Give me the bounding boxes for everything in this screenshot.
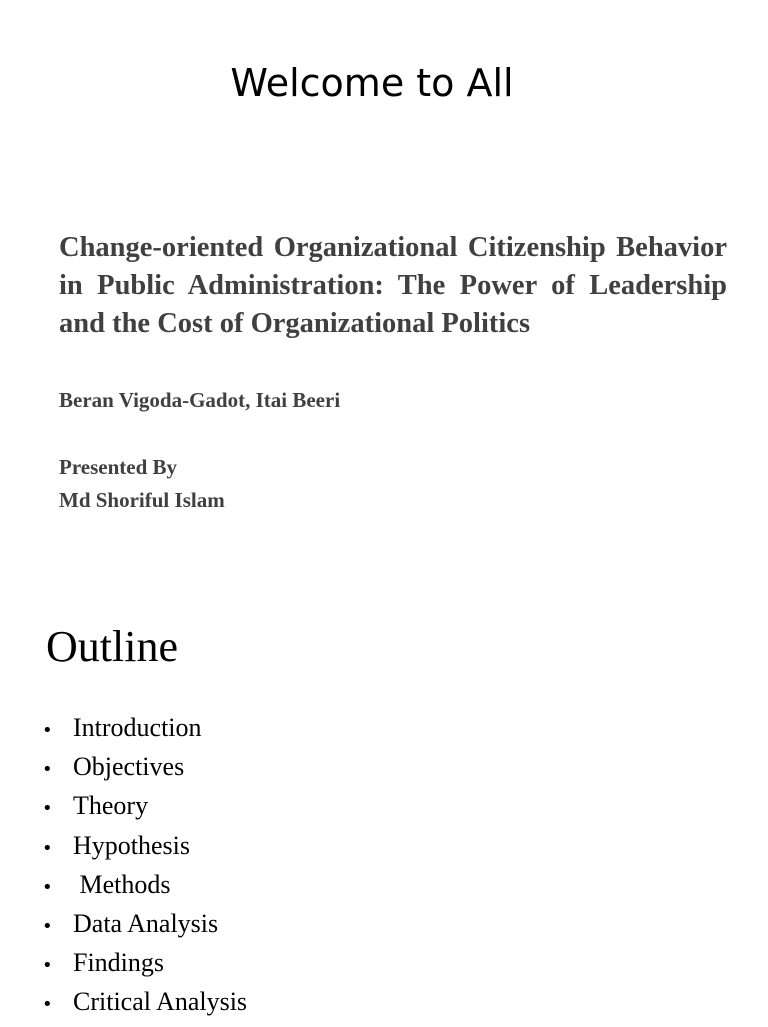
outline-item-theory [42,791,247,830]
outline-item-objectives [42,752,247,791]
outline-item-introduction [42,713,247,752]
bullet-icon: • [42,915,53,937]
outline-item-label: Theory [73,791,149,821]
bullet-icon: • [42,759,53,781]
outline-item-label: Findings [73,948,165,978]
outline-item-label: Hypothesis [73,830,190,860]
bullet-icon: • [42,955,53,977]
bullet-icon: • [42,720,53,741]
bullet-icon: • [42,798,53,820]
presenter-name: Md Shoriful Islam [59,488,225,512]
outline-heading: Outline [46,622,178,671]
outline-slide [0,580,768,1024]
outline-item-label: Methods [73,869,171,899]
outline-item-data-analysis [42,909,247,948]
bullet-icon: • [42,876,53,898]
welcome-title: Welcome to All [230,61,514,105]
outline-item-label: Critical Analysis [73,987,248,1017]
outline-item-label: Objectives [73,752,185,782]
paper-title: Change-oriented Organizational Citizenship Behavior in Public Administration: The Power of Leadership and the Cost of Organizational Politics [59,232,727,339]
outline-item-findings [42,948,247,987]
outline-list [42,713,247,1027]
outline-item-hypothesis [42,831,247,870]
outline-item-label: Introduction [73,713,202,742]
outline-item-label: Data Analysis [73,908,219,938]
paper-authors: Beran Vigoda-Gadot, Itai Beeri [59,388,341,412]
presented-by-label: Presented By [59,455,178,479]
outline-item-critical-analysis [42,987,247,1026]
outline-item-methods [42,870,247,909]
bullet-icon: • [42,837,53,859]
bullet-icon: • [42,994,53,1016]
